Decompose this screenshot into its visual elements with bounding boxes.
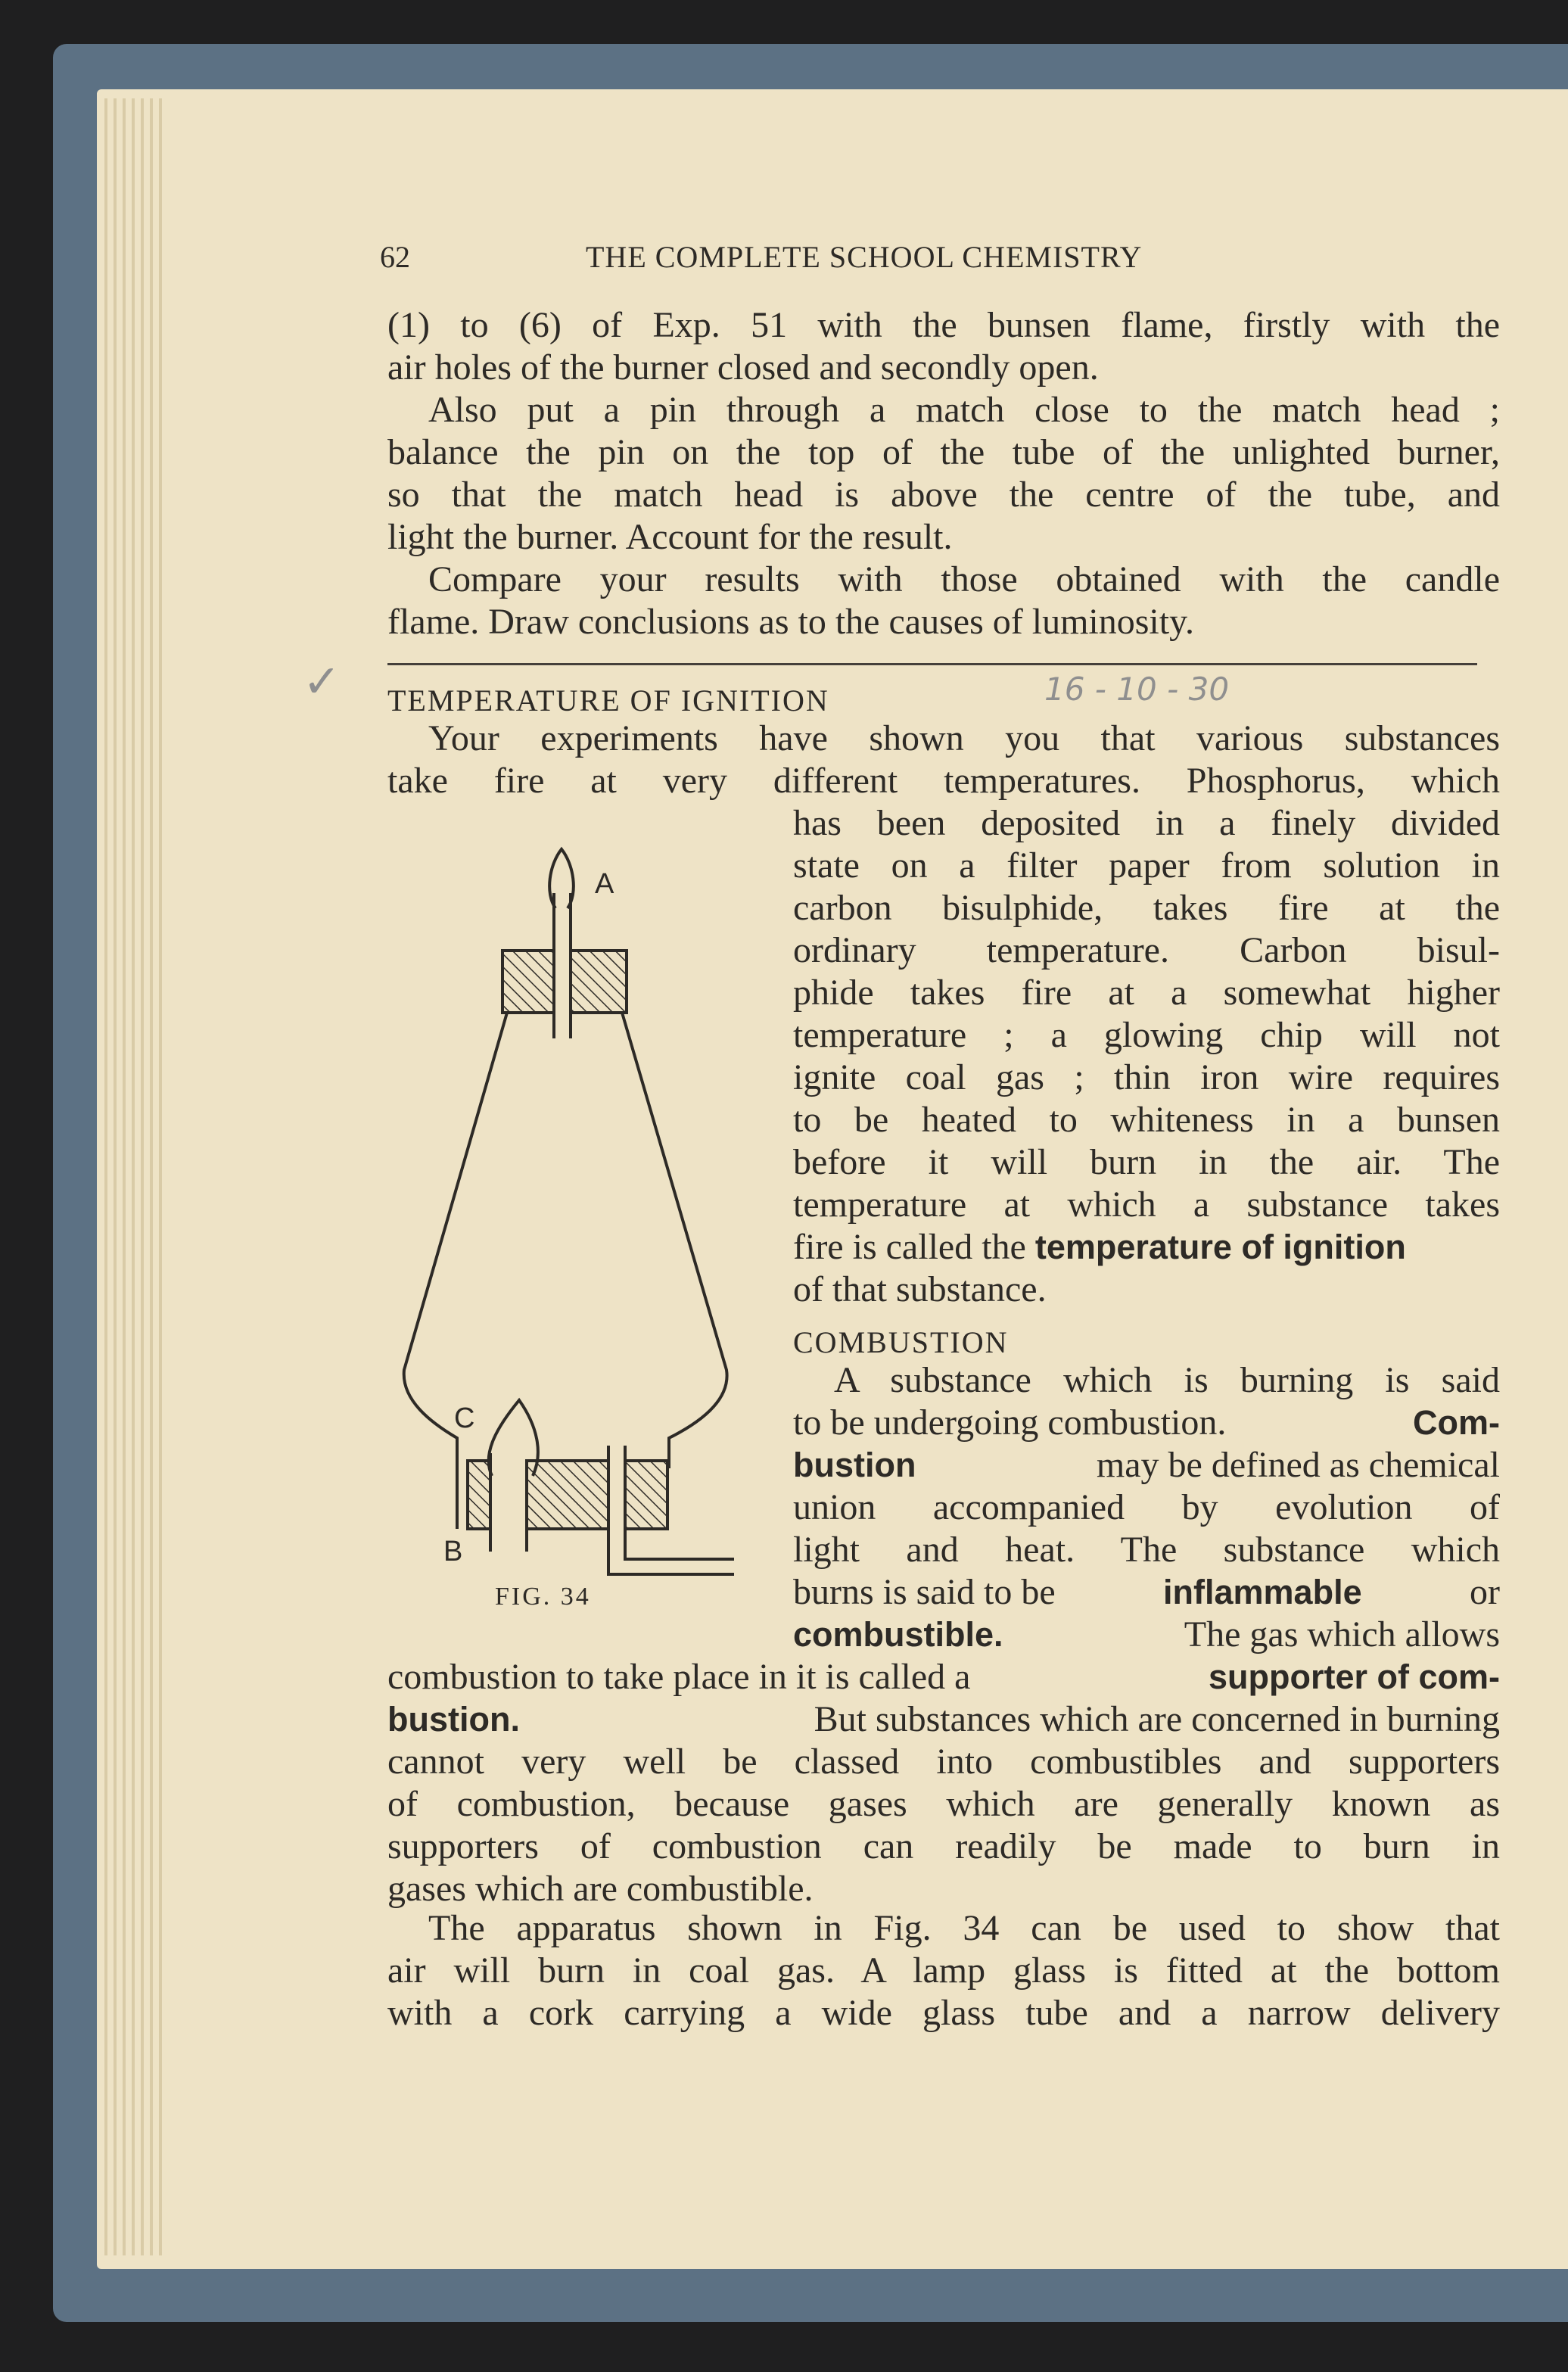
top-cork-left xyxy=(502,951,554,1013)
label-c: C xyxy=(454,1402,475,1434)
body-text: or xyxy=(1470,1572,1500,1612)
key-term: inflammable xyxy=(1163,1573,1362,1611)
top-cork-right xyxy=(571,951,627,1013)
body-line: ignite coal gas ; thin iron wire requires xyxy=(793,1057,1500,1097)
bottom-cork-left xyxy=(468,1461,490,1529)
lamp-glass xyxy=(404,1013,507,1529)
body-line: temperature ; a glowing chip will not xyxy=(793,1015,1500,1055)
body-line xyxy=(793,1614,1500,1656)
body-text: burns is said to be xyxy=(793,1572,1056,1612)
body-line xyxy=(793,1571,1500,1614)
figure-caption: FIG. 34 xyxy=(495,1583,591,1611)
body-text: But substances which are concerned in burning xyxy=(814,1699,1500,1739)
bottom-cork-mid xyxy=(527,1461,608,1529)
body-line: state on a filter paper from solution in xyxy=(793,845,1500,886)
body-line: (1) to (6) of Exp. 51 with the bunsen flame, firstly with the xyxy=(387,305,1500,345)
body-line: Compare your results with those obtained with the candle xyxy=(428,559,1500,599)
key-term: bustion xyxy=(793,1446,916,1484)
body-line xyxy=(793,1226,1406,1268)
body-line: take fire at very different temperatures. Phosphorus, which xyxy=(387,761,1500,801)
body-text: The gas which allows xyxy=(1184,1614,1500,1654)
section-rule xyxy=(387,663,1477,665)
body-line: ordinary temperature. Carbon bisul- xyxy=(793,930,1500,970)
body-text: may be defined as chemical xyxy=(1096,1445,1500,1485)
body-line xyxy=(793,1402,1500,1444)
pencil-date-note: 16 - 10 - 30 xyxy=(1044,671,1230,708)
body-text: to be undergoing combustion. xyxy=(793,1402,1227,1443)
body-line xyxy=(387,1656,1500,1698)
key-term: supporter of com- xyxy=(1208,1658,1500,1696)
body-line: light and heat. The substance which xyxy=(793,1530,1500,1570)
label-b: B xyxy=(443,1536,463,1567)
figure-34-apparatus xyxy=(378,817,772,1642)
section-heading-combustion: COMBUSTION xyxy=(793,1325,1009,1359)
body-line: Your experiments have shown you that various substances xyxy=(428,718,1500,758)
body-line: to be heated to whiteness in a bunsen xyxy=(793,1100,1500,1140)
body-line: air will burn in coal gas. A lamp glass is fitted at the bottom xyxy=(387,1950,1500,1991)
body-line: of that substance. xyxy=(793,1269,1047,1309)
body-line: A substance which is burning is said xyxy=(834,1360,1500,1400)
lamp-glass xyxy=(622,1013,727,1468)
body-line: light the burner. Account for the result. xyxy=(387,517,953,557)
page-edge xyxy=(159,98,162,2255)
page-edge xyxy=(114,98,117,2255)
body-line: before it will burn in the air. The xyxy=(793,1142,1500,1182)
body-line xyxy=(387,1698,1500,1741)
section-heading-ignition: TEMPERATURE OF IGNITION xyxy=(387,683,829,718)
key-term: Com- xyxy=(1413,1403,1500,1442)
body-line: with a cork carrying a wide glass tube and a narrow delivery xyxy=(387,1993,1500,2033)
body-line: flame. Draw conclusions as to the causes of luminosity. xyxy=(387,602,1194,642)
body-line: balance the pin on the top of the tube of the unlighted burner, xyxy=(387,432,1500,472)
body-line: Also put a pin through a match close to the match head ; xyxy=(428,390,1500,430)
checkmark: ✓ xyxy=(303,655,341,708)
body-line: supporters of combustion can readily be made to burn in xyxy=(387,1826,1500,1866)
page-edge xyxy=(141,98,144,2255)
body-line: air holes of the burner closed and secondly open. xyxy=(387,347,1099,388)
body-line: union accompanied by evolution of xyxy=(793,1487,1500,1527)
body-line: of combustion, because gases which are generally known as xyxy=(387,1784,1500,1824)
running-head: THE COMPLETE SCHOOL CHEMISTRY xyxy=(586,240,1143,274)
body-line: phide takes fire at a somewhat higher xyxy=(793,973,1500,1013)
page-number: 62 xyxy=(380,240,410,274)
page-edge xyxy=(104,98,107,2255)
body-text: combustion to take place in it is called a xyxy=(387,1657,971,1697)
body-line: carbon bisulphide, takes fire at the xyxy=(793,888,1500,928)
page-edge xyxy=(123,98,126,2255)
page-edge xyxy=(132,98,135,2255)
label-a: A xyxy=(595,868,614,900)
bottom-cork-right xyxy=(625,1461,667,1529)
body-line: so that the match head is above the centre of the tube, and xyxy=(387,475,1500,515)
body-text: fire is called the xyxy=(793,1227,1035,1267)
body-line: has been deposited in a finely divided xyxy=(793,803,1500,843)
key-term: combustible. xyxy=(793,1615,1003,1654)
page-edge xyxy=(150,98,153,2255)
body-line: temperature at which a substance takes xyxy=(793,1184,1500,1225)
body-line: cannot very well be classed into combustibles and supporters xyxy=(387,1742,1500,1782)
body-line: The apparatus shown in Fig. 34 can be used to show that xyxy=(428,1908,1500,1948)
body-line: gases which are combustible. xyxy=(387,1869,814,1909)
key-term: bustion. xyxy=(387,1700,520,1739)
key-term: temperature of ignition xyxy=(1034,1228,1406,1266)
body-line xyxy=(793,1444,1500,1486)
